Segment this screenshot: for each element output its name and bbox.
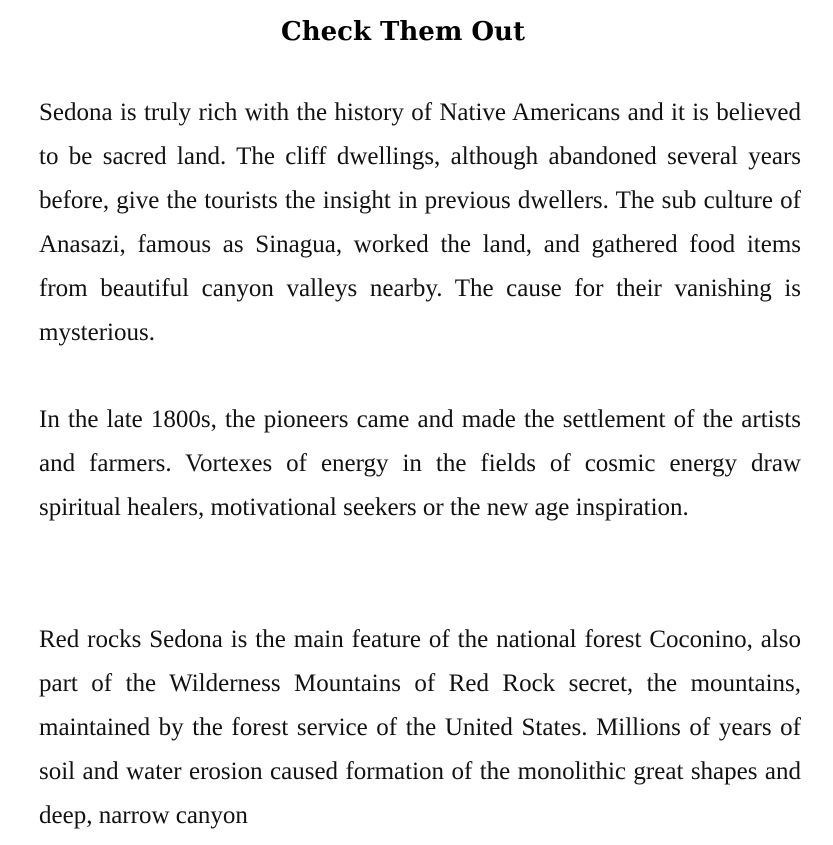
paragraph-red-rocks: Red rocks Sedona is the main feature of the national forest Coconino, also part of the Wilderness Mountains of Red Rock secret, the mountains, maintained by the forest service of the United States. Millions of years of soil and water erosion caused formation of the monolithic great shapes and deep, narrow canyon (39, 626, 801, 829)
page-title: Check Them Out (281, 17, 525, 47)
paragraph-pioneers: In the late 1800s, the pioneers came and made the settlement of the artists and farmers. Vortexes of energy in the fields of cosmic energy draw spiritual healers, motivational seekers or the new age inspiration. (39, 406, 801, 521)
paragraph-history: Sedona is truly rich with the history of Native Americans and it is believed to be sacred land. The cliff dwellings, although abandoned several years before, give the tourists the insight in previous dwellers. The sub culture of Anasazi, famous as Sinagua, worked the land, and gathered food items from beautiful canyon valleys nearby. The cause for their vanishing is mysterious. (39, 99, 801, 346)
